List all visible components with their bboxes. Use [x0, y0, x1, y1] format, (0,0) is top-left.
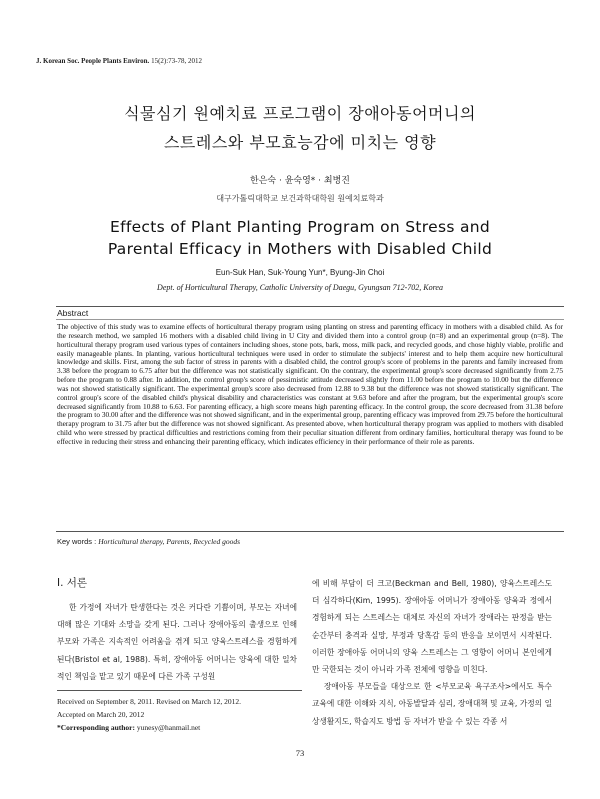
footnotes	[57, 695, 307, 734]
body-column-right	[312, 575, 552, 730]
footnote-divider	[57, 690, 302, 691]
keywords	[57, 537, 240, 546]
section-heading-introduction: Ⅰ. 서론	[57, 577, 88, 589]
keywords-label: Key words :	[57, 537, 99, 546]
english-affiliation: Dept. of Horticultural Therapy, Catholic University of Daegu, Gyungsan 712-702, Korea	[157, 283, 443, 292]
abstract-heading: Abstract	[57, 308, 89, 318]
journal-volume: 15(2):73-78, 2012	[149, 57, 203, 65]
body-paragraph: 에 비해 부담이 더 크고(Beckman and Bell, 1980), 양육스트레스도 더 심각하다(Kim, 1995). 장애아동 어머니가 장애아동 양육과 정에서 경험하게 되는 스트레스는 대체로 자신의 자녀가 장애라는 판정을 받는 순간부터 충격과 실망, 부정과 당혹감 등의 반응을 보이면서 시작된다. 이러한 장애아동 어머니의 양육 스트레스는 그 영향이 어머니 본인에게만 국한되는 것이 아니라 가족 전체에 영향을 미친다.	[312, 579, 552, 675]
korean-authors: 한은숙 · 윤숙영* · 최병진	[250, 176, 350, 186]
body-paragraph: 장애아동 부모들을 대상으로 한 <부모교육 욕구조사>에서도 특수교육에 대한 이해와 지식, 아동발달과 심리, 장애대책 및 교육, 가정의 일상생활지도, 학습지도 방법 등 자녀가 받을 수 있는 각종 서	[312, 682, 552, 726]
received-note: Received on September 8, 2011. Revised on March 12, 2012.	[57, 697, 242, 706]
english-authors: Eun-Suk Han, Suk-Young Yun*, Byung-Jin Choi	[215, 268, 385, 277]
corresponding-email: yunesy@hanmail.net	[135, 723, 201, 732]
abstract-divider	[56, 319, 564, 320]
journal-name: J. Korean Soc. People Plants Environ.	[36, 57, 150, 65]
keywords-value: Horticultural therapy, Parents, Recycled goods	[98, 537, 241, 546]
page-number: 73	[295, 748, 305, 758]
body-paragraph: 한 가정에 자녀가 탄생한다는 것은 커다란 기쁨이며, 부모는 자녀에 대해 많은 기대와 소망을 갖게 된다. 그러나 장애아동의 출생으로 인해 부모와 가족은 지속적인 어려움을 겪게 되고 양육스트레스를 경험하게 된다(Bristol et al, 1988). 특히, 장애아동 어머니는 양육에 대한 일차적인 책임을 맡고 있기 때문에 다른 가족 구성원	[57, 603, 297, 681]
accepted-note: Accepted on March 20, 2012	[57, 710, 145, 719]
journal-citation	[36, 57, 202, 65]
english-title-line1: Effects of Plant Planting Program on Stress and	[109, 218, 491, 236]
korean-title-line1: 식물심기 원예치료 프로그램이 장애아동어머니의	[124, 104, 476, 123]
korean-title-line2: 스트레스와 부모효능감에 미치는 영향	[163, 133, 437, 152]
body-column-left	[57, 599, 297, 685]
english-title-line2: Parental Efficacy in Mothers with Disabled Child	[107, 240, 493, 258]
abstract-text: The objective of this study was to examine effects of horticultural therapy program using planting on stress and parenting efficacy in mothers with a disabled child. As for the research method, we sampled 16 mothers with a disabled child living in U City and divided them into a control group (n=8) and an experimental group (n=8). The horticultural therapy program used various types of containers including shoes, stone pots, bark, moss, milk pack, and recycled goods, and chose highly viable, prolific and easily manageable plants. In planting, various horticultural techniques were used in order to stimulate the subjects' interest and to help them acquire new horticultural knowledge and skills. First, among the sub factor of stress in parents with a disabled child, the control group's score of problems in the parents and family increased from 3.38 before the program to 6.75 after but the difference was not statistically significant. On the contrary, the experimental group's score decreased significantly from 2.75 before the program to 0.88 after. In addition, the control group's score of pessimistic attitude decreased slightly from 11.00 before the program to 10.00 but the difference was not showed statistically significant. The experimental group's score also decreased from 12.88 to 9.38 but the difference was not showed statistically significant. The control group's score of the disabled child's physical disability and characteristics was constant at 9.63 before and after the program, but the experimental group's score decreased significantly from 10.88 to 6.63. For parenting efficacy, a high score means high parenting efficacy. In the control group, the score decreased from 31.38 before the program to 30.00 after and the difference was not showed significant, and in the experimental group, parenting efficacy was improved from 29.75 before the horticultural therapy program to 31.75 after but the difference was not showed significant. As presented above, when horticultural therapy program was applied to mothers with disabled child who were stressed by practical difficulties and restrictions coming from their peculiar situation different from ordinary families, horticultural therapy was found to be effective in reducing their stress and enhancing their parenting efficacy, which indicates efficiency in their performance of their role as parents.	[57, 322, 563, 446]
korean-affiliation: 대구가톨릭대학교 보건과학대학원 원예치료학과	[216, 194, 384, 203]
corresponding-label: *Corresponding author:	[57, 723, 135, 732]
corresponding-note	[57, 721, 307, 734]
